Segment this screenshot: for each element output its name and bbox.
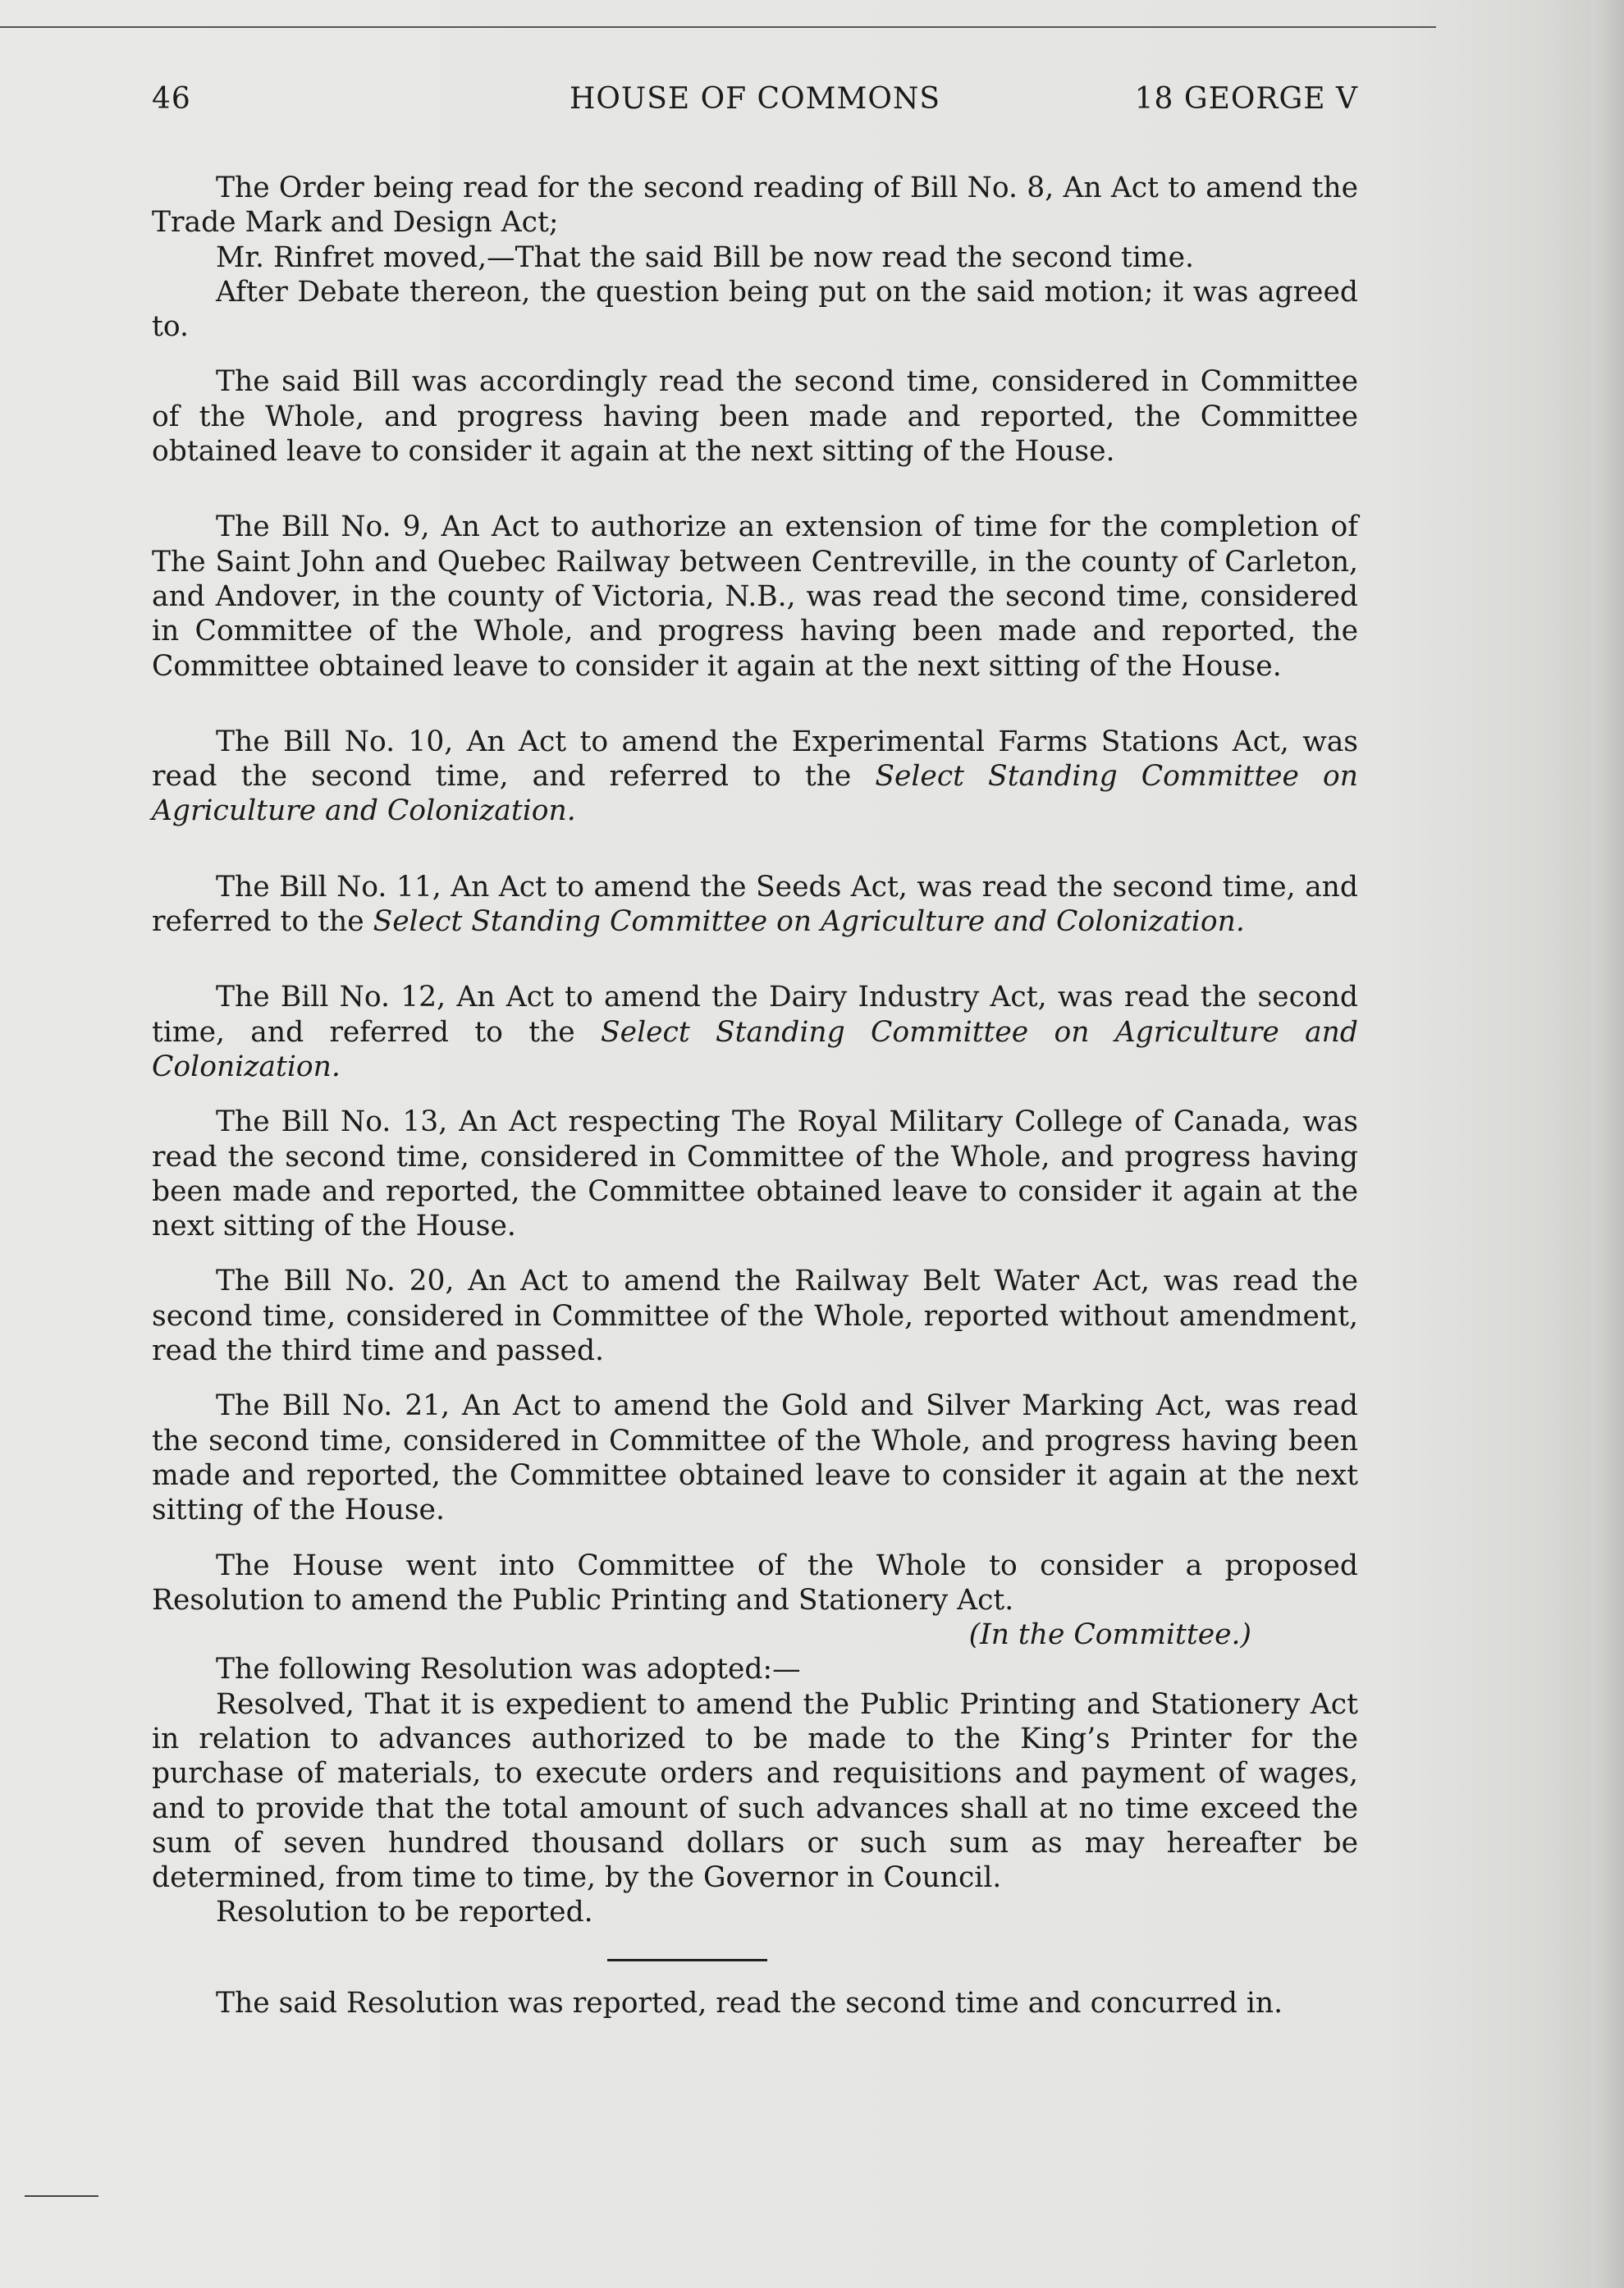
paragraph-bill-21: The Bill No. 21, An Act to amend the Gold and Silver Marking Act, was read the second time, considered in Committee of the Whole, and progress having been made and reported, the Committee obtained leave to consider it again at the next sitting of the House. [152, 1389, 1358, 1527]
bill-12-text: The Bill No. 12, An Act to amend the Dairy Industry Act, was read the second time, and referred to the [152, 981, 1358, 1049]
bottom-rule [25, 2195, 98, 2197]
paragraph-bill-8-order: The Order being read for the second reading of Bill No. 8, An Act to amend the Trade Mark and Design Act; [152, 172, 1358, 240]
paragraph-resolution-to-be-reported: Resolution to be reported. [216, 1896, 593, 1929]
page-number: 46 [152, 82, 191, 116]
running-title: HOUSE OF COMMONS [569, 82, 941, 116]
section-divider [607, 1959, 767, 1961]
paragraph-bill-8-committee: The said Bill was accordingly read the second time, considered in Committee of the Whole, and progress having been made and reported, the Committee obtained leave to consider it again at the next sitting of the House. [152, 365, 1358, 469]
paragraph-rinfret-motion: Mr. Rinfret moved,—That the said Bill be now read the second time. [216, 240, 1194, 274]
paragraph-committee-resolution: The House went into Committee of the Whole to consider a proposed Resolution to amend the Public Printing and Stationery Act. [152, 1549, 1358, 1617]
paragraph-bill-20: The Bill No. 20, An Act to amend the Railway Belt Water Act, was read the second time, considered in Committee of the Whole, reported without amendment, read the third time and passed. [152, 1265, 1358, 1368]
paragraph-bill-12 [152, 980, 1358, 1084]
paragraph-debate-agreed: After Debate thereon, the question being put on the said motion; it was agreed to. [152, 275, 1358, 344]
regnal-year: 18 GEORGE V [1134, 82, 1358, 116]
bill-10-text: The Bill No. 10, An Act to amend the Experimental Farms Stations Act, was read the second time, and referred to the [152, 725, 1358, 794]
paragraph-bill-10 [152, 725, 1358, 829]
paragraph-bill-11 [152, 870, 1358, 940]
bill-12-committee: Select Standing Committee on Agriculture and Colonization. [152, 1015, 1358, 1083]
bill-11-committee: Select Standing Committee on Agriculture and Colonization. [373, 905, 1245, 939]
paragraph-bill-9: The Bill No. 9, An Act to authorize an extension of time for the completion of The Saint John and Quebec Railway between Centreville, in the county of Carleton, and Andover, in the county of Victoria, N.B., was read the second time, considered in Committee of the Whole, and progress having been made and reported, the Committee obtained leave to consider it again at the next sitting of the House. [152, 510, 1358, 683]
bill-10-committee: Select Standing Committee on Agriculture and Colonization. [152, 760, 1358, 828]
paragraph-bill-13: The Bill No. 13, An Act respecting The Royal Military College of Canada, was read the second time, considered in Committee of the Whole, and progress having been made and reported, the Committee obtained leave to consider it again at the next sitting of the House. [152, 1105, 1358, 1243]
in-committee-subheading: (In the Committee.) [968, 1618, 1251, 1652]
binding-edge [1591, 0, 1624, 2288]
paragraph-resolution-concurred: The said Resolution was reported, read the second time and concurred in. [216, 1986, 1283, 2020]
top-rule [0, 26, 1436, 28]
paragraph-resolution-adopted: The following Resolution was adopted:— [216, 1653, 801, 1686]
journal-body [152, 171, 1358, 2020]
paragraph-resolved: Resolved, That it is expedient to amend the Public Printing and Stationery Act in relation to advances authorized to be made to the King’s Printer for the purchase of materials, to execute orders and requisitions and payment of wages, and to provide that the total amount of such advances shall at no time exceed the sum of seven hundred thousand dollars or such sum as may hereafter be determined, from time to time, by the Governor in Council. [152, 1687, 1358, 1895]
bill-11-text: The Bill No. 11, An Act to amend the Seeds Act, was read the second time, and referred to the [152, 870, 1358, 939]
page-header [152, 82, 1358, 123]
